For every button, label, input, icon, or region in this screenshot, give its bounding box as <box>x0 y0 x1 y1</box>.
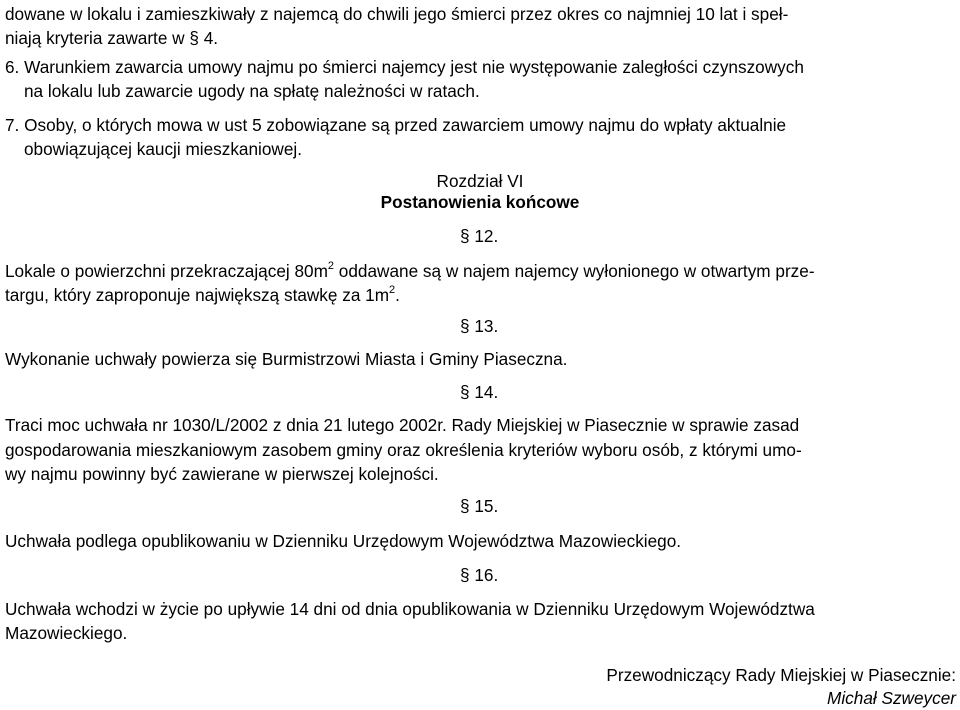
intro-line-2: niają kryteria zawarte w § 4. <box>5 28 219 48</box>
superscript-2: 2 <box>389 284 396 297</box>
superscript-2: 2 <box>327 260 335 273</box>
chapter-number: Rozdział VI <box>436 171 524 191</box>
paragraph-13-mark: § 13. <box>460 316 499 336</box>
paragraph-14-mark: § 14. <box>460 382 499 402</box>
point-6-line-2: na lokalu lub zawarcie ugody na spłatę należności w ratach. <box>24 81 480 101</box>
paragraph-12-line-1: Lokale o powierzchni przekraczającej $80m^2$ oddawane są w najem najemcy wyłonionego w otwartym prze- <box>5 260 815 281</box>
signature-role: Przewodniczący Rady Miejskiej w Piasecznie: <box>606 665 956 685</box>
paragraph-15-mark: § 15. <box>460 496 499 516</box>
paragraph-12-mark: § 12. <box>460 226 499 246</box>
paragraph-14-line-1: Traci moc uchwała nr 1030/L/2002 z dnia 21 lutego 2002r. Rady Miejskiej w Piasecznie w sprawie zasad <box>5 415 800 435</box>
intro-line-1: dowane w lokalu i zamieszkiwały z najemcą do chwili jego śmierci przez okres co najmniej 10 lat i speł- <box>5 4 789 24</box>
point-7-line-2: obowiązującej kaucji mieszkaniowej. <box>24 139 302 159</box>
paragraph-16-line-1: Uchwała wchodzi w życie po upływie 14 dni od dnia opublikowania w Dzienniku Urzędowym Województwa <box>5 599 815 619</box>
point-6-line-1: 6. Warunkiem zawarcia umowy najmu po śmierci najemcy jest nie występowanie zaległości czynszowych <box>5 57 804 77</box>
paragraph-14-line-2: gospodarowania mieszkaniowym zasobem gminy oraz określenia kryteriów wyboru osób, z którymi umo- <box>5 440 802 460</box>
paragraph-16-line-2: Mazowieckiego. <box>5 623 128 643</box>
chapter-title: Postanowienia końcowe <box>380 192 580 212</box>
signature-name: Michał Szweycer <box>827 688 956 708</box>
paragraph-13-text: Wykonanie uchwały powierza się Burmistrzowi Miasta i Gminy Piaseczna. <box>5 349 568 369</box>
paragraph-16-mark: § 16. <box>460 565 499 585</box>
paragraph-12-line-2: targu, który zaproponuje największą stawkę za $1m^2$. <box>5 284 400 305</box>
point-7-line-1: 7. Osoby, o których mowa w ust 5 zobowiązane są przed zawarciem umowy najmu do wpłaty aktualnie <box>5 115 787 135</box>
paragraph-14-line-3: wy najmu powinny być zawierane w pierwszej kolejności. <box>5 464 439 484</box>
paragraph-15-text: Uchwała podlega opublikowaniu w Dzienniku Urzędowym Województwa Mazowieckiego. <box>5 531 682 551</box>
